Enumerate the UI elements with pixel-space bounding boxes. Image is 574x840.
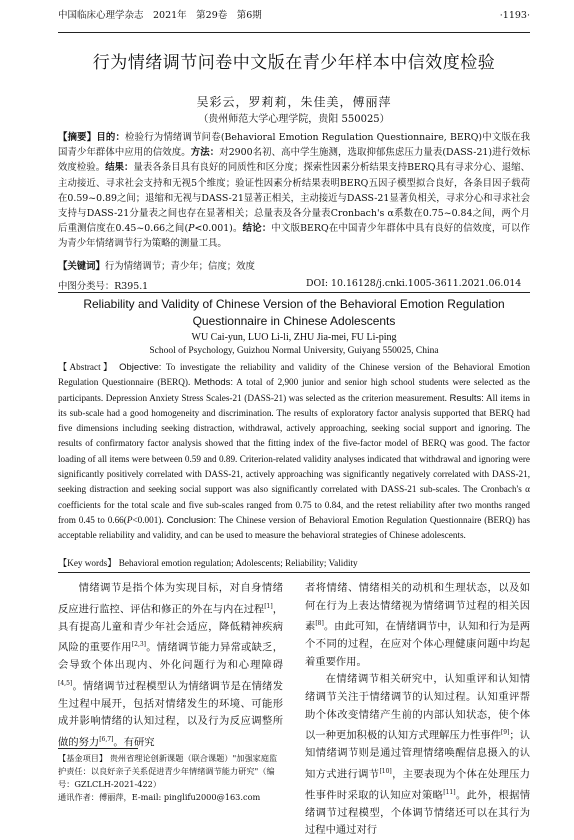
journal-info: 中国临床心理学杂志 2021年 第29卷 第6期 xyxy=(58,10,262,21)
chinese-abstract xyxy=(58,130,530,252)
header-rule xyxy=(58,32,530,33)
keywords-text: 行为情绪调节；青少年；信度；效度 xyxy=(104,261,255,272)
en-keywords-label: 【Key words】 xyxy=(58,558,117,568)
corresponding-author: 通讯作者：傅丽萍，E-mail: pinglifu2000@163.com xyxy=(58,792,261,802)
clc-number: 中图分类号：R395.1 xyxy=(58,281,149,292)
english-affiliation: School of Psychology, Guizhou Normal University, Guiyang 550025, China xyxy=(149,346,439,356)
english-title: Reliability and Validity of Chinese Version of the Behavioral Emotion Regulation Questionnaire in Chinese Adolescents xyxy=(83,297,505,328)
abstract-label: 【摘要】 xyxy=(58,132,97,143)
classification-line xyxy=(58,278,530,292)
english-authors: WU Cai-yun, LUO Li-li, ZHU Jia-mei, FU Li-ping xyxy=(191,332,397,343)
page-number: ·1193· xyxy=(499,10,530,21)
footnote-rule xyxy=(58,748,138,749)
section-rule xyxy=(58,292,530,293)
en-keywords-text: Behavioral emotion regulation; Adolescents; Reliability; Validity xyxy=(118,558,358,568)
body-rule xyxy=(58,572,530,573)
body-column-left: 情绪调节是指个体为实现目标，对自身情绪反应进行监控、评估和修正的外在与内在过程[1]，具有提高儿童和青少年社会适应，降低精神疾病风险的重要作用[2,3]。情绪调节能力异常或缺乏，会导致个体出现内、外化问题行为和心理障碍[4,5]。情绪调节过程模型认为情绪调节是在情绪发生过程中展开，包括对情绪发生的环境、可能形成并影响情绪的认知过程，以及行为反应调整所做的努力[6,7]。有研究 xyxy=(58,582,284,749)
footnote xyxy=(58,752,283,804)
abstract-text: 目的：检验行为情绪调节问卷(Behavioral Emotion Regulation Questionnaire, BERQ)中文版在我国青少年群体中应用的信效度。方法：对2900名初、高中学生施测，选取抑郁焦虑压力量表(DASS-21)进行效标效度检验。结果：量表各条目具有良好的同质性和区分度；探索性因素分析结果支持BERQ具有寻求分心、退缩、主动接近、寻求社会支持和无视5个维度；验证性因素分析结果表明BERQ五因子模型拟合良好，各条目因子载荷在0.59~0.89之间；退缩和无视与DASS-21显著正相关，主动接近与DASS-21显著负相关，寻求分心和寻求社会支持与DASS-21分量表之间也存在显著相关；总量表及各分量表Cronbach's α系数在0.75~0.84之间，两个月后重测信度在0.45~0.66之间(P<0.001)。结论：中文版BERQ在中国青少年群体中具有良好的信效度，可以作为青少年情绪调节行为策略的测量工具。 xyxy=(58,132,530,250)
doi: DOI: 10.16128/j.cnki.1005-3611.2021.06.014 xyxy=(306,278,522,289)
authors: 吴彩云，罗莉莉，朱佳美，傅丽萍 xyxy=(196,95,392,109)
keywords-label: 【关键词】 xyxy=(58,261,105,272)
chinese-keywords xyxy=(58,258,530,272)
running-header xyxy=(58,0,530,32)
fund-note: 【基金项目】 贵州省理论创新课题（联合课题）"加强家庭监护责任：以良好亲子关系促进青少年情绪调节能力研究"（编号：GZLCLH-2021-422） xyxy=(58,753,278,789)
paper-title: 行为情绪调节问卷中文版在青少年样本中信效度检验 xyxy=(92,53,496,73)
affiliation: （贵州师范大学心理学院，贵阳 550025） xyxy=(198,114,390,125)
english-keywords xyxy=(58,555,530,569)
body-column-right: 者将情绪、情绪相关的动机和生理状态，以及如何在行为上表达情绪视为情绪调节过程的相关因素[8]。由此可知，在情绪调节中，认知和行为是两个不同的过程，在应对个体心理健康问题中均起着重要作用。 在情绪调节相关研究中，认知重评和认知情绪调节关注于情绪调节的认知过程。认知重评帮助个体改变情绪产生前的内部认知状态，使个体以一种更加积极的认知方式理解压力性事件[9]；认知情绪调节则是通过管理情绪唤醒信息摄入的认知方式进行调节[10]，主要表现为个体在处理压力性事件时采取的认知应对策略[11]。此外，根据情绪调节过程模型，个体调节情绪还可以在其行为过程中通过对行 xyxy=(305,582,531,837)
english-abstract: 【Abstract】 Objective: To investigate the reliability and validity of the Chinese version of the Behavioral Emotion Regulation Questionnaire (BERQ). Methods: A total of 2,900 junior and senior high school students were selected as the participants. Depression Anxiety Stress Scales-21 (DASS-21) was selected as the criterion measurement. Results: All items in its sub-scale had a good homogeneity and discrimination. The results of exploratory factor analysis supported that BERQ had five dimensions including seeking distraction, withdrawal, actively approaching, seeking social support and ignoring. The results of confirmatory factor analysis showed that the fitting index of the five-factor model of BERQ was good. The factor loading of all items were between 0.59 and 0.89. Criterion-related validity analyses indicated that withdrawal and ignoring were significantly positively correlated with DASS-21, actively approaching was significantly negatively correlated with DASS-21, seeking distraction and seeking social support was also significantly correlated with DASS-21 sub-scales. The Cronbach's α coefficients for the total scale and five sub-scales ranged from 0.75 to 0.84, and the retest reliability after two months ranged from 0.45 to 0.66(P<0.001). Conclusion: The Chinese version of Behavioral Emotion Regulation Questionnaire (BERQ) has acceptable reliability and validity, and can be used to measure the behavioral strategies of Chinese adolescents. xyxy=(58,362,531,541)
